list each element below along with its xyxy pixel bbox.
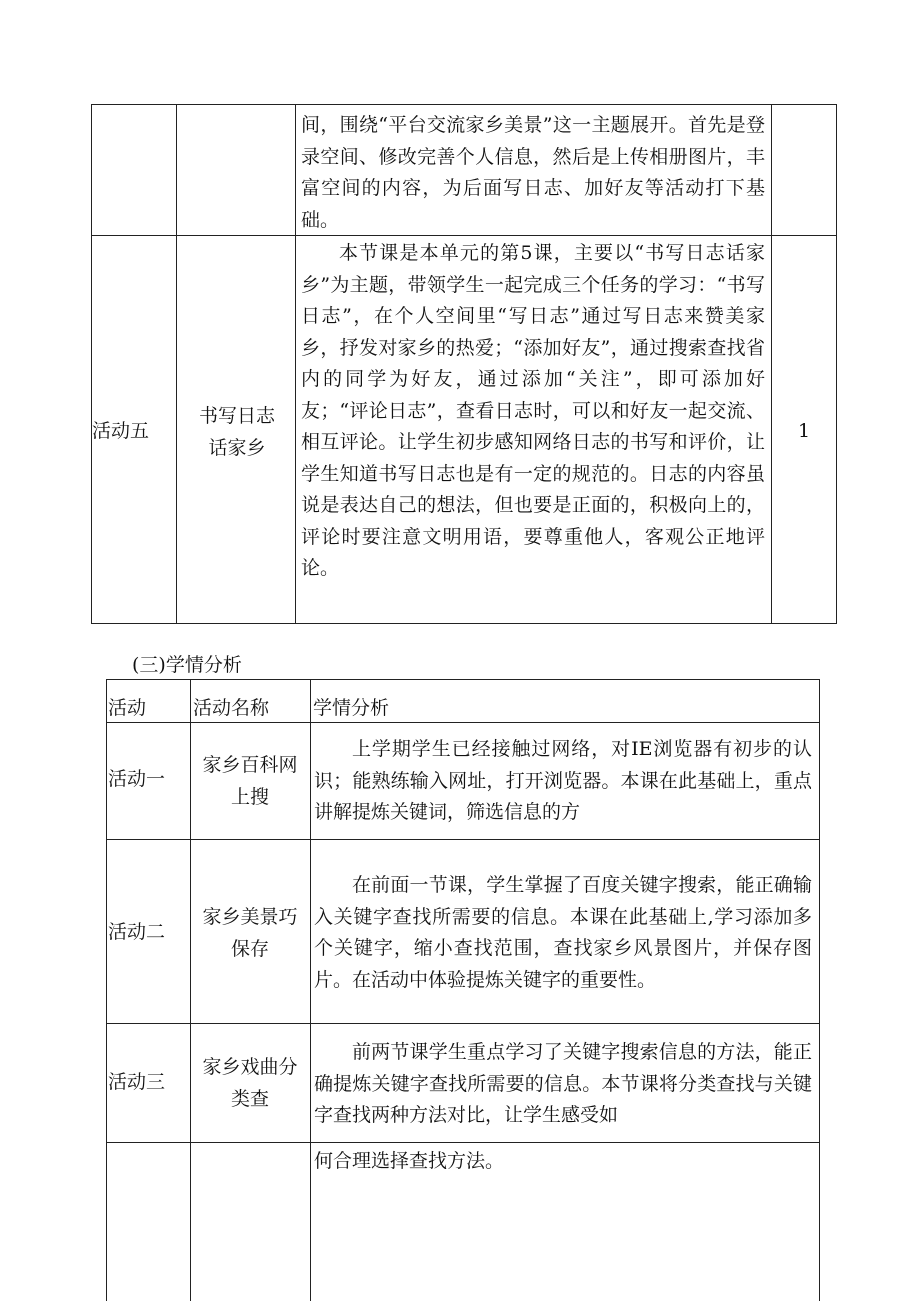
table-row-2-name: 家乡美景巧保存 [202,906,298,960]
table-row-3-analysis: 前两节课学生重点学习了关键字搜索信息的方法，能正确提炼关键字查找所需要的信息。本节课将分类查找与关键字查找两种方法对比，让学生感受如 [314,1041,812,1126]
table-row-3-name: 家乡戏曲分类查 [202,1056,298,1110]
activity-5-hours: 1 [797,420,811,442]
activity-5-description: 本节课是本单元的第5课，主要以“书写日志话家乡”为主题，带领学生一起完成三个任务的学习：“书写日志”，在个人空间里“写日志”通过写日志来赞美家乡，抒发对家乡的热爱；“添加好友”，通过搜索查找省内的同学为好友，通过添加“关注”，即可添加好友；“评论日志”，查看日志时，可以和好友一起交流、相互评论。让学生初步感知网络日志的书写和评价，让学生知道书写日志也是有一定的规范的。日志的内容虽说是表达自己的想法，但也要是正面的，积极向上的，评论时要注意文明用语，要尊重他人，客观公正地评论。 [301,242,765,579]
table-row-1-activity: 活动一 [108,768,166,790]
table-row-2-activity: 活动二 [108,921,166,943]
activity-5-name: 书写日志话家乡 [198,405,275,459]
table-row-1-analysis: 上学期学生已经接触过网络，对IE浏览器有初步的认识；能熟练输入网址，打开浏览器。本课在此基础上，重点讲解提炼关键词，筛选信息的方 [314,738,812,823]
table-header-analysis: 学情分析 [313,697,390,719]
table-header-activity-name: 活动名称 [193,697,270,719]
table-header-activity: 活动 [108,697,147,719]
table-row-2-analysis: 在前面一节课，学生掌握了百度关键字搜索，能正确输入关键字查找所需要的信息。本课在此基础上,学习添加多个关键字，缩小查找范围，查找家乡风景图片，并保存图片。在活动中体验提炼关键字的重要性。 [314,874,812,991]
table-row-3-activity: 活动三 [108,1071,166,1093]
table-row-4-analysis: 何合理选择查找方法。 [314,1150,505,1172]
table-row-continued-description: 间，围绕“平台交流家乡美景”这一主题展开。首先是登录空间、修改完善个人信息，然后是上传相册图片，丰富空间的内容，为后面写日志、加好友等活动打下基础。 [301,114,765,231]
table-row-1-name: 家乡百科网上搜 [202,754,298,808]
section-title-learning-analysis: (三)学情分析 [132,654,242,676]
activity-5-label: 活动五 [92,420,150,442]
